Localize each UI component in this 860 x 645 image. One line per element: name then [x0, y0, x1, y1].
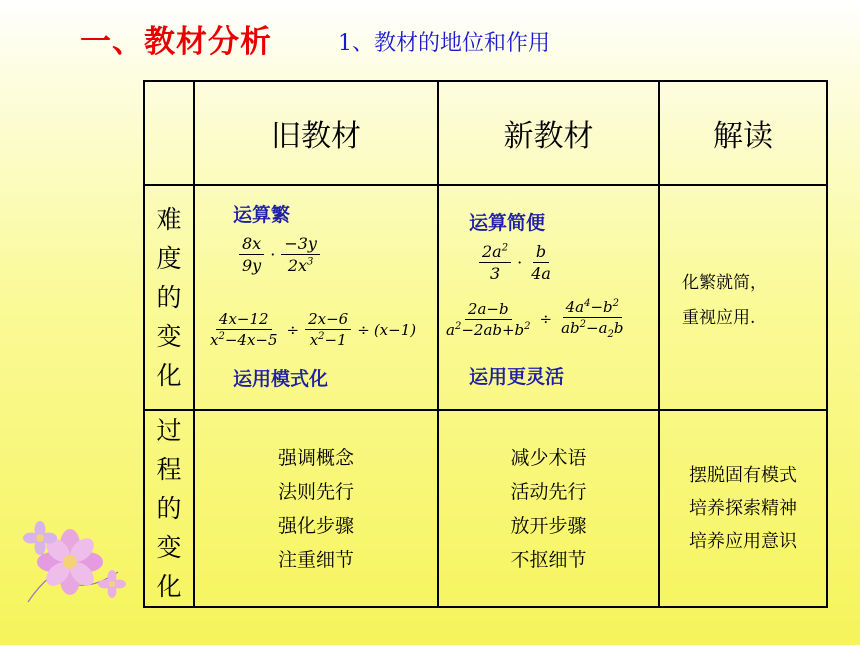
section-subtitle: 1、教材的地位和作用: [338, 31, 550, 56]
list-item: 注重细节: [277, 548, 354, 571]
old-difficulty-cell: [194, 185, 438, 410]
interp-difficulty-text: 化繁就简， 重视应用.: [682, 273, 767, 328]
header-old-textbook: 旧教材: [194, 81, 438, 185]
list-item: 活动先行: [510, 480, 587, 503]
new-expression-2: $\frac{2a-b}{a^2-2ab+b^2}$ ÷ $\frac{4a^4-b^2}{ab^2-a_2b}$: [446, 298, 624, 340]
new-bottom-label: 运用更灵活: [469, 366, 565, 388]
new-top-label: 运算简便: [469, 212, 546, 234]
difficulty-row: [144, 185, 827, 410]
old-top-label: 运算繁: [233, 204, 291, 226]
list-item: 培养应用意识: [689, 531, 797, 552]
difficulty-side-label: 难 度 的 变 化: [144, 185, 194, 410]
section-title: 一、教材分析: [80, 24, 272, 60]
old-expression-1: $\frac{8x}{9y}$ · $\frac{-3y}{2x^3}$: [237, 234, 322, 275]
process-side-label: 过 程 的 变 化: [144, 410, 194, 607]
comparison-table: [143, 80, 828, 608]
header-new-textbook: 新教材: [438, 81, 659, 185]
header-row: [144, 81, 827, 185]
list-item: 不抠细节: [510, 548, 587, 571]
interp-process-cell: [659, 410, 827, 607]
list-item: 减少术语: [510, 446, 587, 469]
header-empty-cell: [144, 81, 194, 185]
list-item: 摆脱固有模式: [689, 465, 797, 486]
old-bottom-label: 运用模式化: [233, 368, 329, 390]
list-item: 培养探索精神: [689, 498, 797, 519]
list-item: 法则先行: [277, 480, 354, 503]
flower-icon: [18, 512, 128, 612]
new-expression-1: $\frac{2a^2}{3}$ · $\frac{b}{4a}$: [477, 242, 556, 283]
header-interpretation: 解读: [659, 81, 827, 185]
list-item: 放开步骤: [510, 514, 587, 537]
new-difficulty-cell: [438, 185, 659, 410]
list-item: 强调概念: [277, 446, 354, 469]
list-item: 强化步骤: [277, 514, 354, 537]
process-row: [144, 410, 827, 607]
new-process-cell: [438, 410, 659, 607]
interp-difficulty-cell: [659, 185, 827, 410]
old-expression-2: $\frac{4x-12}{x^2-4x-5}$ ÷ $\frac{2x-6}{x^2-1}$ ÷ (x−1): [210, 310, 417, 349]
old-process-cell: [194, 410, 438, 607]
